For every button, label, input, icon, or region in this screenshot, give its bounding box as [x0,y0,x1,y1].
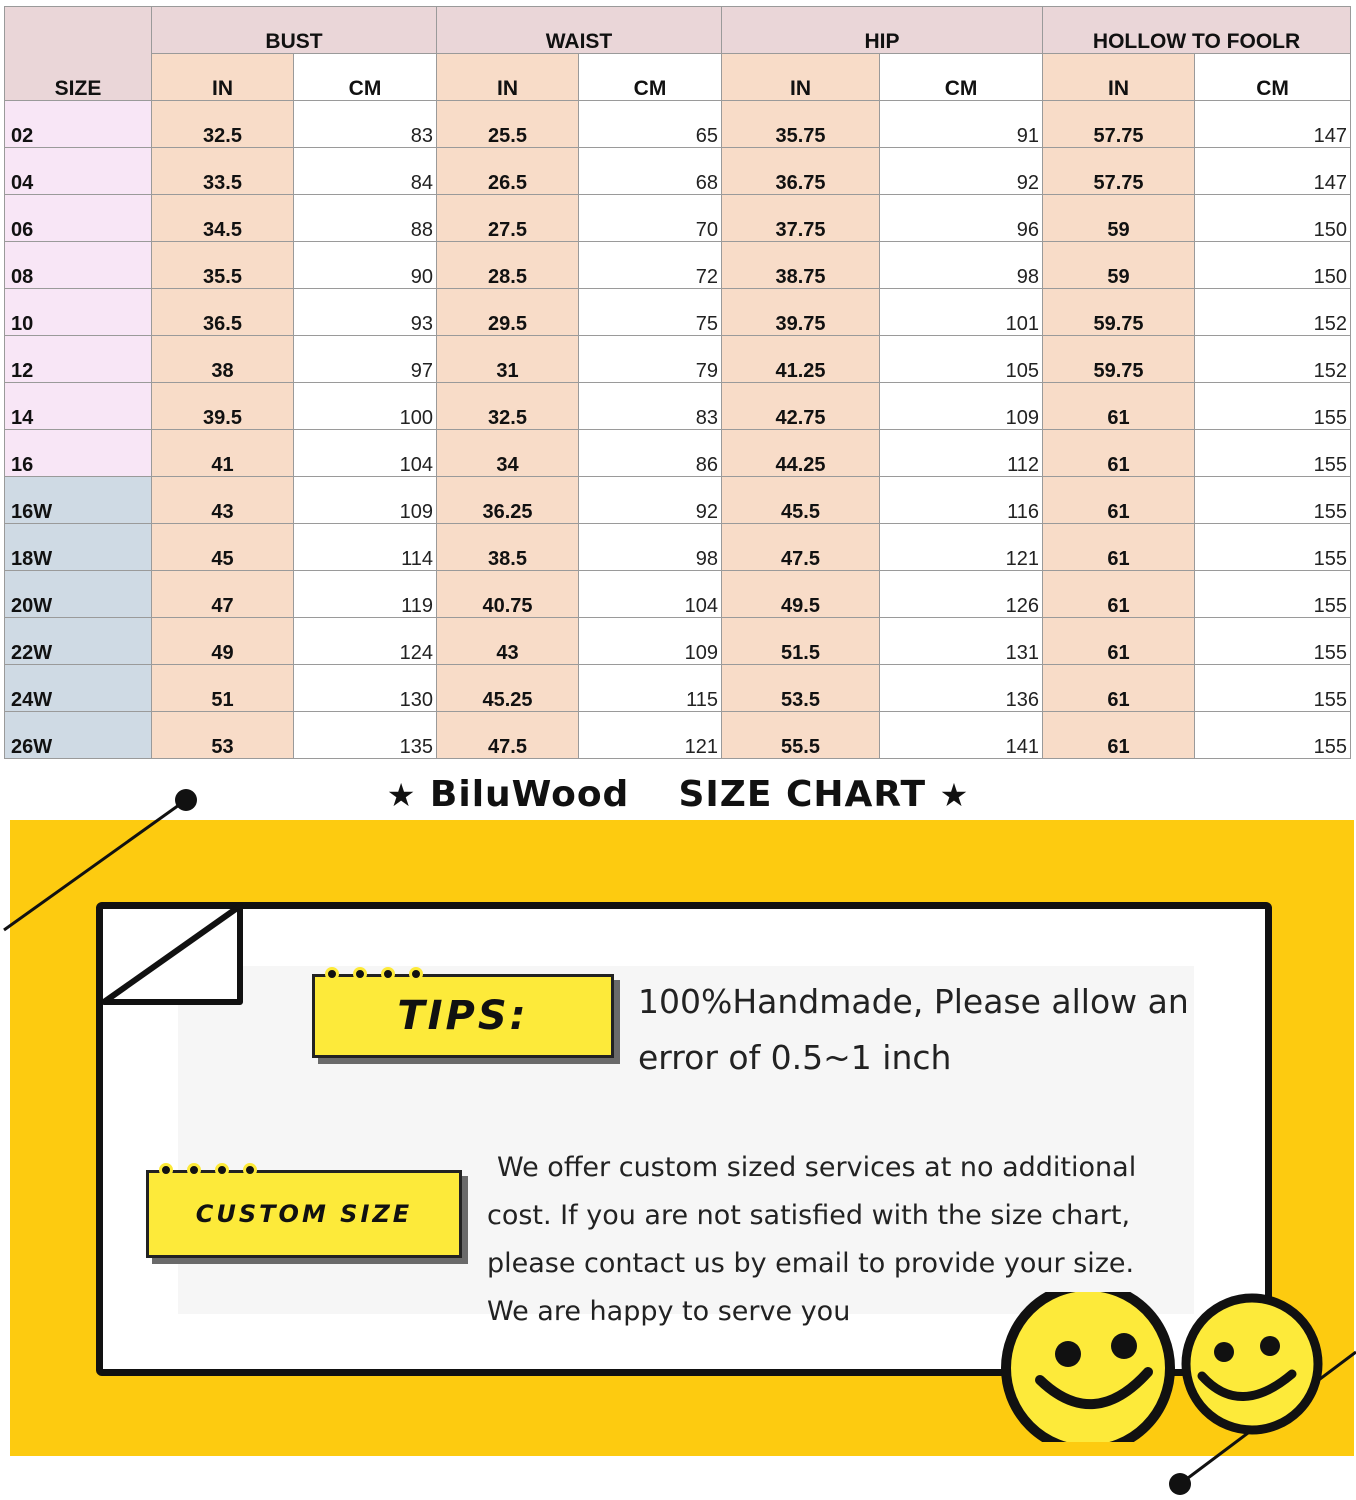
hip-in-cell: 37.75 [722,195,880,242]
waist-group-header: WAIST [437,7,722,54]
bust-in-cell: 45 [152,524,294,571]
hip-cm-cell: 141 [880,712,1043,759]
size-chart-title [0,774,1356,815]
bust-cm-cell: 124 [294,618,437,665]
tips-line-2: error of 0.5~1 inch [638,1038,952,1077]
hollow-in-cell: 57.75 [1043,101,1195,148]
waist-cm-cell: 79 [579,336,722,383]
bust-cm-cell: 130 [294,665,437,712]
unit-header-row [5,54,1351,101]
binder-rings-icon [325,967,423,981]
hip-cm-cell: 109 [880,383,1043,430]
smiley-face-small-icon [1186,1298,1318,1430]
table-row [5,477,1351,524]
hollow-cm-cell: 155 [1195,665,1351,712]
smiley-face-large-icon [1006,1292,1170,1442]
waist-cm-cell: 83 [579,383,722,430]
brand-name: BiluWood [429,774,630,815]
hip-in-cell: 51.5 [722,618,880,665]
hip-cm-cell: 116 [880,477,1043,524]
hip-in-cell: 38.75 [722,242,880,289]
binder-rings-icon [159,1163,257,1177]
bust-cm-cell: 114 [294,524,437,571]
waist-in-cell: 32.5 [437,383,579,430]
waist-in-cell: 36.25 [437,477,579,524]
custom-size-tag [146,1170,462,1258]
bust-in-cell: 38 [152,336,294,383]
bust-cm-cell: 100 [294,383,437,430]
hollow-in-cell: 59.75 [1043,336,1195,383]
size-cell: 26W [5,712,152,759]
table-row [5,101,1351,148]
size-cell: 16 [5,430,152,477]
custom-line-2: cost. If you are not satisfied with the size chart, [487,1200,1131,1231]
tips-tag-label: TIPS: [397,993,529,1039]
waist-in-cell: 25.5 [437,101,579,148]
hollow-cm-cell: 150 [1195,242,1351,289]
hip-group-header: HIP [722,7,1043,54]
hip-cm-cell: 131 [880,618,1043,665]
hollow-cm-cell: 155 [1195,430,1351,477]
hollow-in-cell: 59 [1043,195,1195,242]
waist-in-cell: 45.25 [437,665,579,712]
hip-cm-cell: 136 [880,665,1043,712]
hip-cm-cell: 92 [880,148,1043,195]
hip-cm-cell: 91 [880,101,1043,148]
hip-in-cell: 41.25 [722,336,880,383]
hip-in-cell: 42.75 [722,383,880,430]
hollow-cm-cell: 152 [1195,336,1351,383]
hollow-cm-cell: 152 [1195,289,1351,336]
table-row [5,148,1351,195]
waist-in-cell: 47.5 [437,712,579,759]
size-rows [5,101,1351,759]
custom-line-4: We are happy to serve you [487,1296,851,1327]
bust-group-header: BUST [152,7,437,54]
waist-in-cell: 26.5 [437,148,579,195]
hip-cm-cell: 121 [880,524,1043,571]
pin-head-right-icon [1169,1473,1191,1495]
star-icon: ★ [386,776,417,814]
waist-cm-cell: 98 [579,524,722,571]
hollow-in-cell: 57.75 [1043,148,1195,195]
hollow-in-cell: 61 [1043,524,1195,571]
tips-line-1: 100%Handmade, Please allow an [638,982,1189,1021]
bust-cm-cell: 135 [294,712,437,759]
size-cell: 22W [5,618,152,665]
unit-cm-header: CM [294,54,437,101]
size-chart-table [4,6,1351,759]
size-cell: 02 [5,101,152,148]
chart-label: SIZE CHART [678,774,927,815]
size-cell: 12 [5,336,152,383]
unit-cm-header: CM [1195,54,1351,101]
waist-in-cell: 34 [437,430,579,477]
hip-in-cell: 35.75 [722,101,880,148]
bust-cm-cell: 93 [294,289,437,336]
waist-cm-cell: 92 [579,477,722,524]
waist-cm-cell: 68 [579,148,722,195]
bust-in-cell: 41 [152,430,294,477]
table-row [5,336,1351,383]
bust-in-cell: 49 [152,618,294,665]
waist-cm-cell: 115 [579,665,722,712]
bust-in-cell: 32.5 [152,101,294,148]
hollow-to-floor-group-header: HOLLOW TO FOOLR [1043,7,1351,54]
hollow-in-cell: 61 [1043,477,1195,524]
unit-in-header: IN [437,54,579,101]
bust-cm-cell: 88 [294,195,437,242]
size-cell: 14 [5,383,152,430]
size-cell: 16W [5,477,152,524]
waist-in-cell: 28.5 [437,242,579,289]
size-cell: 20W [5,571,152,618]
hollow-in-cell: 59.75 [1043,289,1195,336]
size-cell: 06 [5,195,152,242]
unit-cm-header: CM [579,54,722,101]
unit-cm-header: CM [880,54,1043,101]
waist-cm-cell: 104 [579,571,722,618]
star-icon: ★ [939,776,970,814]
hollow-in-cell: 61 [1043,430,1195,477]
hip-in-cell: 45.5 [722,477,880,524]
hip-in-cell: 44.25 [722,430,880,477]
bust-in-cell: 43 [152,477,294,524]
hollow-in-cell: 61 [1043,618,1195,665]
bust-cm-cell: 119 [294,571,437,618]
hip-cm-cell: 105 [880,336,1043,383]
bust-cm-cell: 97 [294,336,437,383]
waist-in-cell: 40.75 [437,571,579,618]
hollow-cm-cell: 155 [1195,524,1351,571]
hollow-in-cell: 61 [1043,383,1195,430]
table-row [5,430,1351,477]
bust-in-cell: 34.5 [152,195,294,242]
hollow-cm-cell: 155 [1195,618,1351,665]
waist-cm-cell: 75 [579,289,722,336]
size-cell: 18W [5,524,152,571]
bust-cm-cell: 104 [294,430,437,477]
waist-cm-cell: 86 [579,430,722,477]
size-cell: 10 [5,289,152,336]
hip-in-cell: 49.5 [722,571,880,618]
hip-in-cell: 36.75 [722,148,880,195]
waist-in-cell: 38.5 [437,524,579,571]
hip-in-cell: 39.75 [722,289,880,336]
hollow-cm-cell: 155 [1195,712,1351,759]
table-row [5,289,1351,336]
hip-cm-cell: 98 [880,242,1043,289]
hip-cm-cell: 101 [880,289,1043,336]
table-row [5,195,1351,242]
hip-in-cell: 47.5 [722,524,880,571]
custom-line-1: We offer custom sized services at no additional [497,1152,1137,1183]
bust-cm-cell: 84 [294,148,437,195]
group-header-row [5,7,1351,54]
bust-in-cell: 35.5 [152,242,294,289]
waist-cm-cell: 65 [579,101,722,148]
table-row [5,665,1351,712]
table-row [5,383,1351,430]
unit-in-header: IN [152,54,294,101]
smiley-faces-icon [996,1292,1336,1442]
hollow-in-cell: 61 [1043,571,1195,618]
bust-in-cell: 53 [152,712,294,759]
bust-in-cell: 51 [152,665,294,712]
hip-in-cell: 53.5 [722,665,880,712]
bust-cm-cell: 90 [294,242,437,289]
table-row [5,524,1351,571]
tips-text [638,974,1238,1086]
custom-line-3: please contact us by email to provide your size. [487,1248,1135,1279]
size-cell: 08 [5,242,152,289]
custom-size-tag-label: CUSTOM SIZE [195,1200,413,1228]
size-column-header: SIZE [5,7,152,101]
hollow-in-cell: 61 [1043,665,1195,712]
hip-cm-cell: 96 [880,195,1043,242]
tips-tag [312,974,614,1058]
size-cell: 04 [5,148,152,195]
waist-cm-cell: 121 [579,712,722,759]
hip-in-cell: 55.5 [722,712,880,759]
hollow-cm-cell: 150 [1195,195,1351,242]
waist-in-cell: 43 [437,618,579,665]
table-row [5,242,1351,289]
waist-cm-cell: 109 [579,618,722,665]
hollow-cm-cell: 155 [1195,383,1351,430]
waist-in-cell: 27.5 [437,195,579,242]
unit-in-header: IN [722,54,880,101]
table-row [5,618,1351,665]
table-row [5,712,1351,759]
hollow-in-cell: 61 [1043,712,1195,759]
bust-cm-cell: 109 [294,477,437,524]
unit-in-header: IN [1043,54,1195,101]
waist-cm-cell: 72 [579,242,722,289]
waist-in-cell: 31 [437,336,579,383]
bust-in-cell: 39.5 [152,383,294,430]
bust-in-cell: 33.5 [152,148,294,195]
waist-in-cell: 29.5 [437,289,579,336]
hip-cm-cell: 126 [880,571,1043,618]
waist-cm-cell: 70 [579,195,722,242]
hollow-cm-cell: 155 [1195,571,1351,618]
bust-in-cell: 36.5 [152,289,294,336]
size-cell: 24W [5,665,152,712]
hollow-cm-cell: 155 [1195,477,1351,524]
hollow-cm-cell: 147 [1195,148,1351,195]
table-row [5,571,1351,618]
hollow-in-cell: 59 [1043,242,1195,289]
hip-cm-cell: 112 [880,430,1043,477]
bust-cm-cell: 83 [294,101,437,148]
bust-in-cell: 47 [152,571,294,618]
hollow-cm-cell: 147 [1195,101,1351,148]
